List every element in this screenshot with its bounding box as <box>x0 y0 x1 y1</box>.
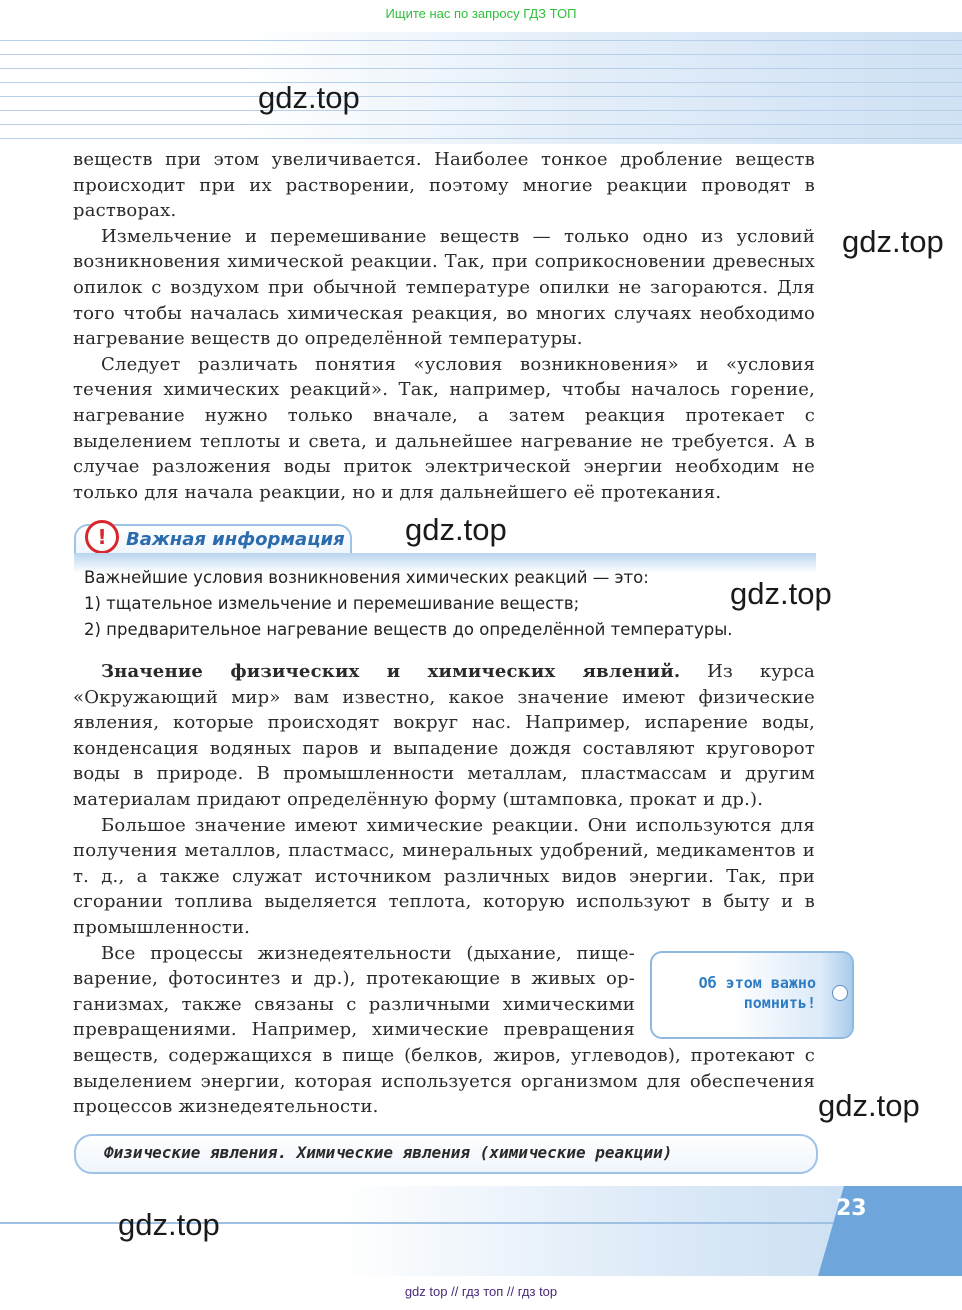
body-text-section <box>73 659 815 1120</box>
remember-line: Об этом важно <box>698 974 816 992</box>
paragraph: веществ при этом увеличивается. Наиболее тонкое дробление веществ происходит при их растворении, поэтому многие реакции проводят в растворах. <box>73 149 815 222</box>
paragraph: Следует различать понятия «условия возникновения» и «условия течения химических реакций». Так, например, чтобы началось горение, нагревание нужно только вначале, а затем реакция протекает с выделением теплоты и света, и дальнейшее нагревание не требуется. А в случае разложения воды приток электрической энергии необходим не только для начала реакции, но и для дальнейшего её протекания. <box>73 353 815 503</box>
watermark: gdz.top <box>842 224 944 259</box>
watermark: gdz.top <box>405 512 507 547</box>
section-heading: Значение физических и химических явлений. <box>101 661 681 682</box>
paragraph-text: Из курса «Окружающий мир» вам известно, какое значение имеют физические явления, которые происходят вокруг нас. Например, испарение воды, конденсация водяных паров и выпадение дождя составляют круговорот воды в природе. В промышленности металлам, пластмассам и другим материалам придают определённую форму (штамповка, прокат и др.). <box>73 661 815 810</box>
remember-dot-icon <box>832 985 848 1001</box>
paragraph: Большое значение имеют химические реакции. Они используются для получения металлов, пластмасс, минеральных удобрений, медикаментов и т. д., а также служат источником различных видов энергии. Так, при сгорании топлива выделяется теплота, которую используют в быту и в промышленности. <box>73 814 815 938</box>
watermark: gdz.top <box>258 80 360 115</box>
remember-callout-text <box>662 973 816 1013</box>
important-info-title: Важная информация <box>126 529 345 550</box>
top-banner[interactable]: Ищите нас по запросу ГДЗ ТОП <box>385 6 577 21</box>
important-intro: Важнейшие условия возникновения химических реакций — это: <box>84 568 649 587</box>
page-number: 23 <box>836 1196 867 1221</box>
paragraph: веществ, содержащихся в пище (белков, жиров, углеводов), протекают с выделением энергии, которая используется организмом для обеспечения процессов жизнедеятельности. <box>73 1044 815 1118</box>
important-item: 2) предварительное нагревание веществ до определённой температуры. <box>84 620 733 639</box>
paragraph: Измельчение и перемешивание веществ — только одно из условий возникновения химической реакции. Так, при соприкосновении древесных опилок с воздухом при обычной температуре опилки не загораются. Для того чтобы началась химическая реакция, во многих случаях необходимо нагревание веществ до определённой температуры. <box>73 225 815 350</box>
watermark: gdz.top <box>818 1088 920 1123</box>
remember-line: помнить! <box>743 994 816 1012</box>
paragraph-wrapped-part <box>73 941 635 1043</box>
watermark: gdz.top <box>730 576 832 611</box>
watermark: gdz.top <box>118 1207 220 1242</box>
exclamation-icon: ! <box>85 520 119 554</box>
paragraph <box>73 659 815 813</box>
paragraph-line: ганизмах, также связаны с различными химическими <box>73 993 635 1015</box>
header-decoration <box>0 32 962 144</box>
important-info-text <box>84 565 824 643</box>
important-item: 1) тщательное измельчение и перемешивание веществ; <box>84 594 580 613</box>
paragraph-line: варение, фотосинтез и др.), протекающие в живых ор- <box>73 968 635 990</box>
key-terms: Физические явления. Химические явления (химические реакции) <box>104 1143 673 1162</box>
body-text-top <box>73 147 815 505</box>
paragraph-line: Все процессы жизнедеятельности (дыхание, пище- <box>101 942 635 964</box>
bottom-links[interactable]: gdz top // гдз топ // гдз top <box>404 1284 558 1299</box>
paragraph-line: превращениями. Например, химические превращения <box>73 1019 635 1041</box>
